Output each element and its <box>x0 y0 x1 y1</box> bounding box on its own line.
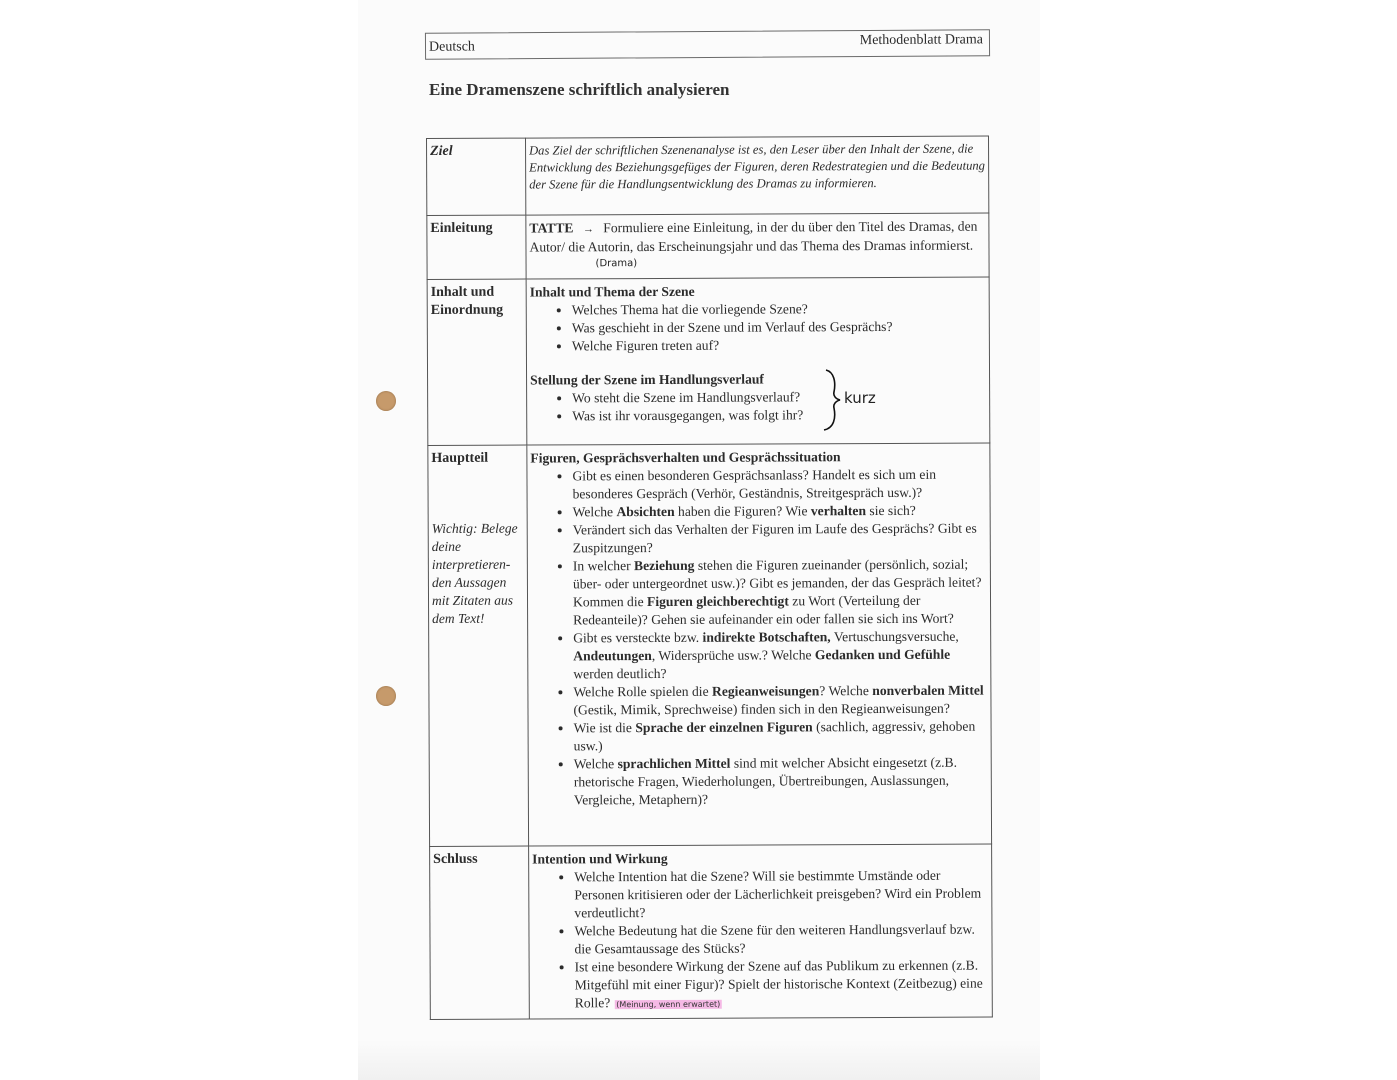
list-item: • Wie ist die Sprache der einzelnen Figuren (sachlich, aggressiv, gehoben usw.) <box>574 718 988 756</box>
list-item: • Ist eine besondere Wirkung der Szene auf das Publikum zu erkennen (z.B. Mitgefühl mit einer Figur)? Spielt der historische Kontext (Zeitbezug) eine Rolle? (Meinung, wenn erwartet) <box>575 957 989 1015</box>
inhalt-section2-title: Stellung der Szene im Handlungsverlauf <box>530 371 764 388</box>
handnote-meinung: (Meinung, wenn erwartet) <box>616 999 721 1010</box>
inhalt-section2-list <box>530 388 986 426</box>
list-item: • Was geschieht in der Szene und im Verlauf des Gesprächs? <box>572 318 986 338</box>
list-item: • Gibt es versteckte bzw. indirekte Botschaften, Vertuschungsversuche, Andeutungen, Widersprüche usw.? Welche Gedanken und Gefühle werden deutlich? <box>573 628 987 684</box>
hauptteil-list <box>530 466 987 810</box>
page-title: Eine Dramenszene schriftlich analysieren <box>429 80 730 99</box>
arrow-icon: → <box>582 223 594 236</box>
schluss-section-title: Intention und Wirkung <box>532 850 668 867</box>
list-item: • Welche Rolle spielen die Regieanweisungen? Welche nonverbalen Mittel (Gestik, Mimik, Sprechweise) finden sich in den Regieanweisungen? <box>573 682 987 720</box>
header-subject: Deutsch <box>428 39 475 55</box>
header-box <box>425 29 990 59</box>
label-einleitung: Einleitung <box>427 215 526 279</box>
list-item: • Welche Figuren treten auf? <box>572 336 986 356</box>
list-item: • Welche sprachlichen Mittel sind mit welcher Absicht eingesetzt (z.B. rhetorische Fragen, Wiederholungen, Übertreibungen, Auslassungen, Vergleiche, Metaphern)? <box>574 754 988 810</box>
inhalt-content <box>526 277 990 445</box>
method-table <box>426 136 993 1020</box>
handnote-kurz-text: kurz <box>844 389 876 407</box>
label-schluss: Schluss <box>430 846 530 1019</box>
hauptteil-content <box>527 443 992 846</box>
hauptteil-note: Wichtig: Belege deine interpretieren-den Aussagen mit Zitaten aus dem Text! <box>431 520 518 626</box>
header-sheet-title: Methodenblatt Drama <box>859 32 984 49</box>
list-item: • Verändert sich das Verhalten der Figuren im Laufe des Gesprächs? Gibt es Zuspitzungen? <box>573 520 987 558</box>
label-inhalt-line2: Einordnung <box>430 302 504 318</box>
label-hauptteil-text: Hauptteil <box>431 450 489 466</box>
row-einleitung <box>427 213 989 279</box>
label-inhalt-line1: Inhalt und <box>430 284 495 300</box>
list-item: • Welche Intention hat die Szene? Will sie bestimmte Umstände oder Personen kritisieren oder der Lächerlichkeit preisgeben? Wird ein Problem verdeutlicht? <box>574 867 988 923</box>
curly-brace-icon <box>822 368 846 432</box>
row-schluss <box>430 844 993 1019</box>
handnote-drama: (Drama) <box>595 258 638 270</box>
einleitung-content <box>526 213 989 279</box>
hauptteil-section-title: Figuren, Gesprächsverhalten und Gesprächssituation <box>530 449 841 466</box>
tatte-keyword: TATTE <box>529 220 574 236</box>
label-ziel: Ziel <box>427 138 526 215</box>
list-item: • Wo steht die Szene im Handlungsverlauf? <box>572 388 986 408</box>
inhalt-section1-title: Inhalt und Thema der Szene <box>529 283 695 300</box>
row-hauptteil <box>428 443 992 846</box>
row-ziel <box>427 136 989 215</box>
list-item: • Welche Bedeutung hat die Szene für den weiteren Handlungsverlauf bzw. die Gesamtaussage des Stücks? <box>574 921 988 959</box>
einleitung-text: Formuliere eine Einleitung, in der du über den Titel des Dramas, den Autor/ die Autorin, das Erscheinungsjahr und das Thema des Dramas informierst. <box>529 218 978 255</box>
list-item: • In welcher Beziehung stehen die Figuren zueinander (persönlich, sozial; über- oder untergeordnet usw.)? Gibt es jemanden, der das Gespräch leitet? Kommen die Figuren gleichberechtigt zu Wort (Verteilung der Redeanteile)? Gehen sie aufeinander ein oder fallen sie sich ins Wort? <box>573 556 987 630</box>
schluss-list <box>532 867 989 1015</box>
handnote-kurz <box>822 368 892 432</box>
inhalt-section1-list <box>530 300 986 356</box>
paper-shadow <box>358 1040 1040 1080</box>
list-item: • Gibt es einen besonderen Gesprächsanlass? Handelt es sich um ein besonderes Gespräch (Verhör, Geständnis, Streitgespräch usw.)? <box>572 466 986 504</box>
ziel-text: Das Ziel der schriftlichen Szenenanalyse ist es, den Leser über den Inhalt der Szene, die Entwicklung des Beziehungsgefüges der Figuren, deren Redestrategien und die Bedeutung der Szene für die Handlungsentwicklung des Dramas zu informieren. <box>526 136 989 215</box>
schluss-content <box>529 844 993 1019</box>
label-inhalt <box>427 279 527 445</box>
label-hauptteil <box>428 445 529 846</box>
row-inhalt <box>427 277 990 445</box>
list-item: • Welches Thema hat die vorliegende Szene? <box>572 300 986 320</box>
punch-hole-bottom <box>376 686 396 706</box>
list-item: • Was ist ihr vorausgegangen, was folgt ihr? <box>572 406 986 426</box>
list-item: • Welche Absichten haben die Figuren? Wie verhalten sie sich? <box>573 502 987 522</box>
punch-hole-top <box>376 391 396 411</box>
